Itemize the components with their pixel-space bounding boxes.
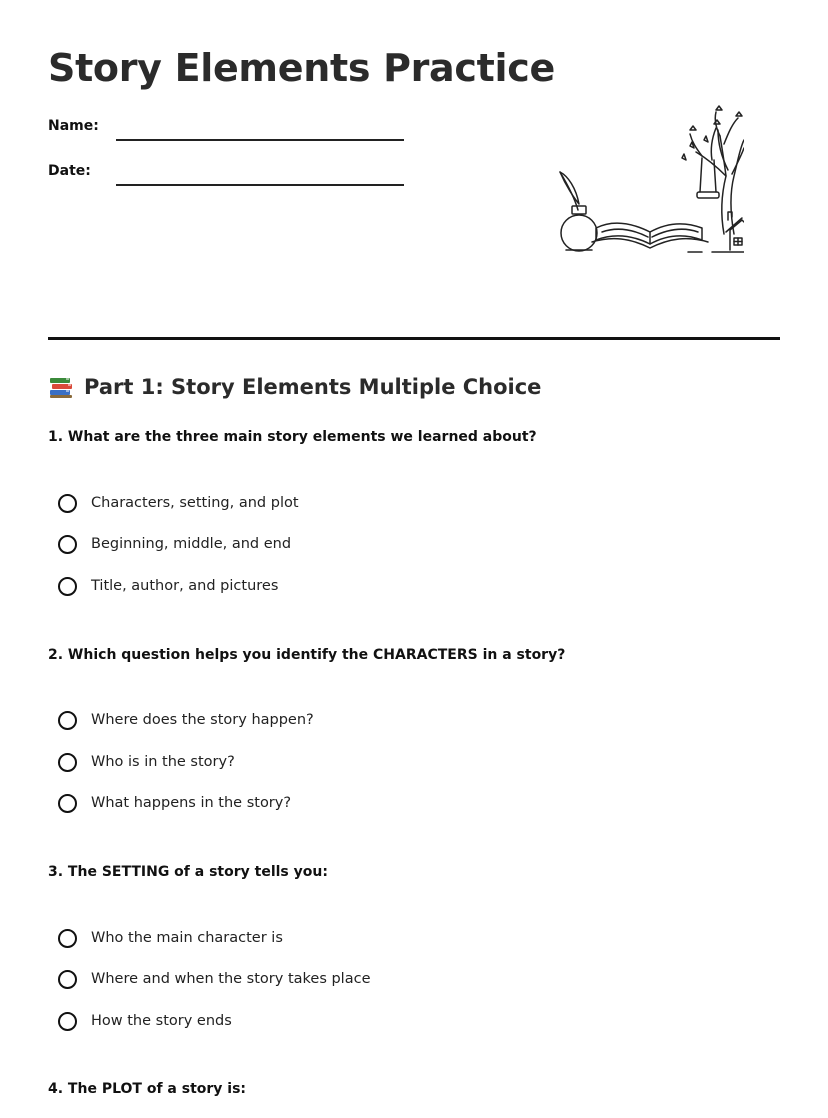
option-label: What happens in the story? <box>91 795 292 811</box>
radio-button[interactable] <box>58 753 77 772</box>
question-1-option-b[interactable] <box>58 531 291 557</box>
option-label: Where does the story happen? <box>91 712 314 728</box>
radio-button[interactable] <box>58 494 77 513</box>
option-label: How the story ends <box>91 1013 232 1029</box>
question-3-option-b[interactable] <box>58 966 371 992</box>
books-icon <box>48 374 74 400</box>
question-3-option-a[interactable] <box>58 925 283 951</box>
option-label: Who the main character is <box>91 930 283 946</box>
question-1-option-a[interactable] <box>58 490 299 516</box>
radio-button[interactable] <box>58 929 77 948</box>
radio-button[interactable] <box>58 1012 77 1031</box>
book-tree-ink-house-illustration <box>552 100 744 266</box>
option-label: Where and when the story takes place <box>91 971 371 987</box>
section-divider <box>48 337 780 340</box>
question-3-option-c[interactable] <box>58 1008 232 1034</box>
radio-button[interactable] <box>58 794 77 813</box>
radio-button[interactable] <box>58 970 77 989</box>
question-3-text: 3. The SETTING of a story tells you: <box>48 864 328 880</box>
date-write-line[interactable] <box>116 184 404 186</box>
question-1-option-c[interactable] <box>58 573 278 599</box>
radio-button[interactable] <box>58 711 77 730</box>
worksheet-page <box>48 0 780 1118</box>
option-label: Beginning, middle, and end <box>91 536 292 552</box>
question-2-option-c[interactable] <box>58 790 291 816</box>
name-write-line[interactable] <box>116 139 404 141</box>
part1-heading <box>48 374 541 400</box>
question-2-option-a[interactable] <box>58 707 314 733</box>
question-1-text: 1. What are the three main story elements we learned about? <box>48 429 537 445</box>
option-label: Title, author, and pictures <box>91 578 279 594</box>
option-label: Characters, setting, and plot <box>91 495 299 511</box>
part1-heading-text: Part 1: Story Elements Multiple Choice <box>84 375 542 399</box>
question-2-text: 2. Which question helps you identify the CHARACTERS in a story? <box>48 647 566 663</box>
radio-button[interactable] <box>58 535 77 554</box>
question-2-option-b[interactable] <box>58 749 235 775</box>
option-label: Who is in the story? <box>91 754 235 770</box>
name-field[interactable] <box>48 118 408 142</box>
date-label: Date: <box>48 163 91 179</box>
question-4-text: 4. The PLOT of a story is: <box>48 1081 247 1097</box>
name-label: Name: <box>48 118 99 134</box>
page-title: Story Elements Practice <box>48 46 555 90</box>
radio-button[interactable] <box>58 577 77 596</box>
date-field[interactable] <box>48 163 408 187</box>
